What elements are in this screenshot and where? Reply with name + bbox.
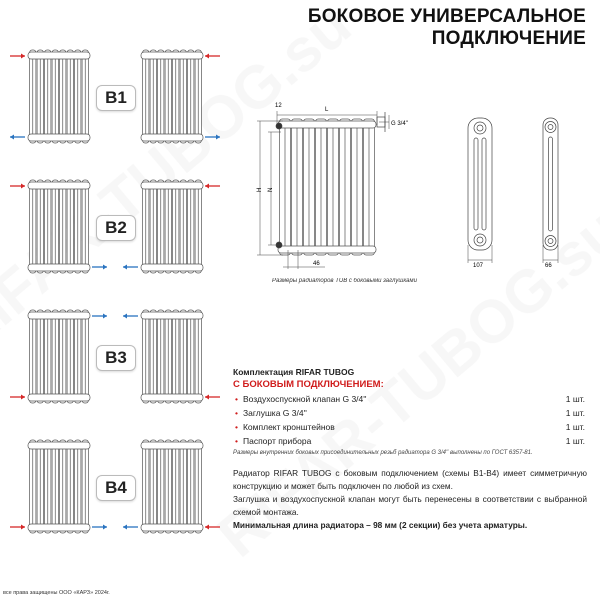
radiator-bottom-header (28, 134, 90, 141)
return-arrow-icon-head (123, 265, 127, 270)
thread-note: Размеры внутренних боковых присоединительных резьб радиатора G 3/4'' выполнены по ГОСТ 6357-81. (233, 450, 533, 456)
supply-arrow-icon-head (205, 395, 209, 400)
kit-item-qty: 1 шт. (565, 408, 585, 418)
kit-item: • Заглушка G 3/4'' 1 шт. (235, 408, 585, 418)
supply-arrow-icon-head (205, 184, 209, 189)
kit-subtitle: С БОКОВЫМ ПОДКЛЮЧЕНИЕМ: (233, 379, 384, 390)
kit-title: Комплектация RIFAR TUBOG (233, 367, 355, 377)
kit-item: • Воздухоспускной клапан G 3/4'' 1 шт. (235, 394, 585, 404)
radiator-icon (278, 119, 376, 255)
description-p2: Заглушка и воздухоспускной клапан могут быть перенесены в соответствии с выбранной схемой монтажа. (233, 494, 587, 517)
kit-item-qty: 1 шт. (565, 436, 585, 446)
radiator-top-header (141, 312, 203, 319)
scheme-badge-b4: B4 (96, 475, 136, 501)
radiator-bottom-header (28, 394, 90, 401)
return-arrow-icon-head (103, 314, 107, 319)
radiator-top-header (28, 182, 90, 189)
radiator-top-header (141, 52, 203, 59)
radiator-icon (141, 440, 203, 533)
kit-item-name: Паспорт прибора (242, 436, 312, 446)
radiator-bottom-header (141, 134, 203, 141)
scheme-badge-b1: B1 (96, 85, 136, 111)
radiator-top-header (278, 121, 376, 128)
scheme-badge-b3: B3 (96, 345, 136, 371)
dimension-drawing (255, 95, 600, 275)
radiator-front-view (276, 112, 385, 255)
radiator-bottom-header (141, 524, 203, 531)
dim-66: 66 (545, 263, 552, 269)
radiator-side-view-66 (543, 118, 558, 250)
kit-item-qty: 1 шт. (565, 394, 585, 404)
kit-item: • Паспорт прибора 1 шт. (235, 436, 585, 446)
drawing-caption: Размеры радиаторов TUB с боковыми заглушками (272, 278, 417, 284)
radiator-bottom-header (278, 246, 376, 253)
kit-item-qty: 1 шт. (565, 422, 585, 432)
description (233, 467, 587, 532)
radiator-top-header (28, 52, 90, 59)
radiator-bottom-header (28, 524, 90, 531)
radiator-top-header (141, 182, 203, 189)
scheme-badge-b2: B2 (96, 215, 136, 241)
kit-item-name: Заглушка G 3/4'' (242, 408, 307, 418)
radiator-bottom-header (141, 394, 203, 401)
return-arrow-icon-head (123, 314, 127, 319)
radiator-icon (28, 440, 90, 533)
kit-section (233, 367, 585, 446)
return-arrow-icon-head (103, 265, 107, 270)
kit-item-name: Комплект кронштейнов (242, 422, 335, 432)
dim-n: N (268, 187, 274, 192)
dim-107: 107 (473, 263, 484, 269)
radiator-bottom-header (141, 264, 203, 271)
kit-item: • Комплект кронштейнов 1 шт. (235, 422, 585, 432)
kit-item-name: Воздухоспускной клапан G 3/4'' (242, 394, 367, 404)
return-arrow-icon-head (10, 135, 14, 140)
dim-h: H (257, 187, 263, 192)
radiator-top-header (28, 312, 90, 319)
dim-12: 12 (275, 103, 282, 109)
title-line-2: ПОДКЛЮЧЕНИЕ (431, 28, 586, 49)
supply-arrow-icon-head (21, 184, 25, 189)
return-arrow-icon-head (216, 135, 220, 140)
page-title (308, 6, 586, 50)
copyright: все права защищены ООО «КАРЗ» 2024г. (3, 590, 110, 596)
supply-arrow-icon-head (21, 525, 25, 530)
radiator-icon (28, 310, 90, 403)
supply-arrow-icon-head (21, 395, 25, 400)
radiator-icon (141, 310, 203, 403)
radiator-side-view-107 (468, 118, 492, 250)
title-line-1: БОКОВОЕ УНИВЕРСАЛЬНОЕ (307, 6, 586, 27)
radiator-icon (28, 180, 90, 273)
description-p1: Радиатор RIFAR TUBOG с боковым подключением (схемы B1-B4) имеет симметричную конструкцию и может быть подключен по любой из схем. (233, 468, 587, 491)
radiator-icon (141, 180, 203, 273)
dim-l: L (325, 107, 329, 113)
supply-arrow-icon-head (205, 525, 209, 530)
supply-arrow-icon-head (205, 54, 209, 59)
dim-thread: G 3/4'' (391, 121, 408, 127)
radiator-top-header (28, 442, 90, 449)
radiator-icon (141, 50, 203, 143)
supply-arrow-icon-head (21, 54, 25, 59)
radiator-bottom-header (28, 264, 90, 271)
radiator-icon (28, 50, 90, 143)
description-p3: Минимальная длина радиатора – 98 мм (2 секции) без учета арматуры. (233, 520, 528, 530)
return-arrow-icon-head (123, 525, 127, 530)
radiator-top-header (141, 442, 203, 449)
return-arrow-icon-head (103, 525, 107, 530)
dim-46: 46 (313, 261, 320, 267)
